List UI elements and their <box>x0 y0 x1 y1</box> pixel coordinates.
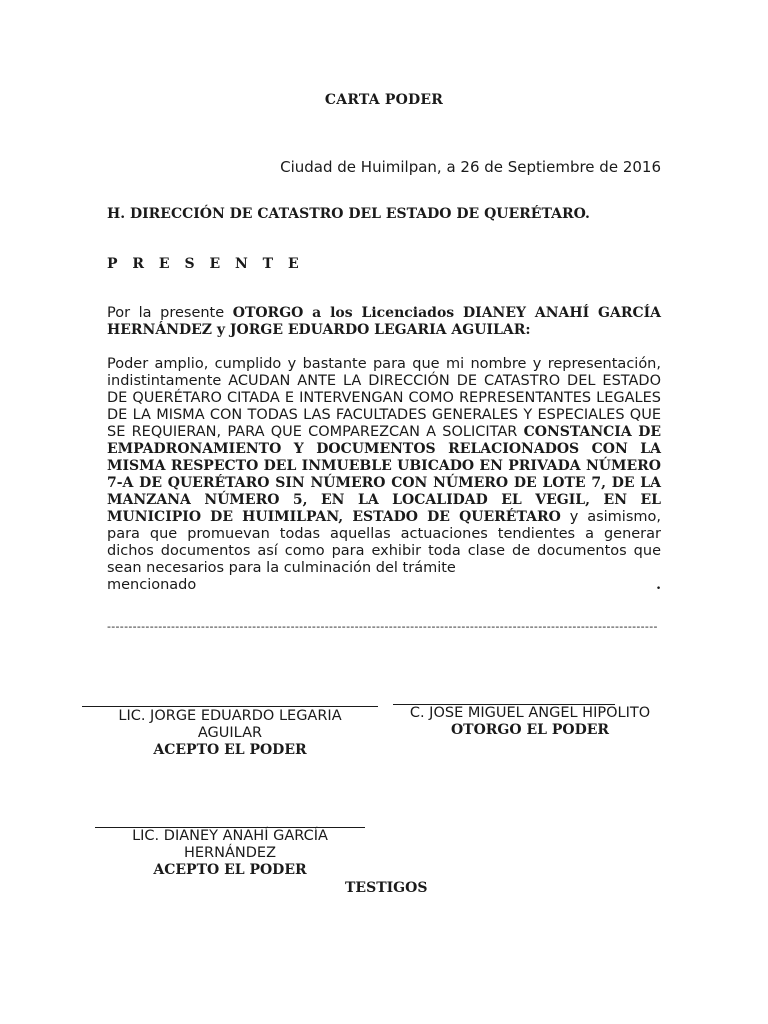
signer-name: LIC. DIANEY ANAHÍ GARCÍA HERNÁNDEZ <box>132 828 328 861</box>
salutation: P R E S E N T E <box>107 256 304 272</box>
signature-line-legaria <box>82 706 378 707</box>
dashed-separator: --------------------------------------------------------------------------------------------------------------------------------- <box>107 620 658 633</box>
signature-block-garcia <box>100 828 360 879</box>
body-text-part1: Poder amplio, cumplido y bastante para que mi nombre y representación, indistintamente ACUDAN ANTE LA DIRECCIÓN DE CATASTRO DEL ESTADO DE QUERÉTARO CITADA E INTERVENGAN COMO REPRESENTANTES LEGALES DE LA MISMA CON TODAS LAS FACULTADES GENERALES Y ESPECIALES QUE SE REQUIERAN, PARA QUE COMPAREZCAN A SOLICITAR <box>107 356 661 440</box>
body-last-line <box>107 577 661 594</box>
place-and-date: Ciudad de Huimilpan, a 26 de Septiembre de 2016 <box>280 158 661 176</box>
signature-block-legaria <box>100 708 360 759</box>
signer-name: C. JOSE MIGUEL ANGEL HIPOLITO <box>409 705 651 721</box>
signer-name: LIC. JORGE EDUARDO LEGARIA AGUILAR <box>118 708 342 741</box>
intro-lead: Por la presente <box>107 305 233 321</box>
witnesses-heading: TESTIGOS <box>345 880 428 896</box>
addressee: H. DIRECCIÓN DE CATASTRO DEL ESTADO DE QUERÉTARO. <box>107 206 590 222</box>
intro-paragraph <box>107 305 661 339</box>
body-paragraph <box>107 356 661 594</box>
intro-grantees: OTORGO a los Licenciados DIANEY ANAHÍ GARCÍA HERNÁNDEZ y JORGE EDUARDO LEGARIA AGUILAR: <box>107 305 662 338</box>
document-title: CARTA PODER <box>324 92 444 108</box>
signer-role: ACEPTO EL PODER <box>153 742 307 758</box>
body-property-description: CONSTANCIA DE EMPADRONAMIENTO Y DOCUMENTOS RELACIONADOS CON LA MISMA RESPECTO DEL INMUEBLE UBICADO EN PRIVADA NÚMERO 7-A DE QUERÉTARO SIN NÚMERO CON NÚMERO DE LOTE 7, DE LA MANZANA NÚMERO 5, EN LA LOCALIDAD EL VEGIL, EN EL MUNICIPIO DE HUIMILPAN, ESTADO DE QUERÉTARO <box>107 424 662 525</box>
body-text-part2: y asimismo, para que promuevan todas aquellas actuaciones tendientes a generar dichos documentos así como para exhibir toda clase de documentos que sean necesarios para la culminación del trámite <box>107 509 661 576</box>
signer-role: OTORGO EL PODER <box>450 722 610 738</box>
body-end-mark: . <box>656 577 661 593</box>
signature-block-grantor <box>385 705 675 739</box>
signer-role: ACEPTO EL PODER <box>153 862 307 878</box>
body-last-word: mencionado <box>107 577 197 593</box>
